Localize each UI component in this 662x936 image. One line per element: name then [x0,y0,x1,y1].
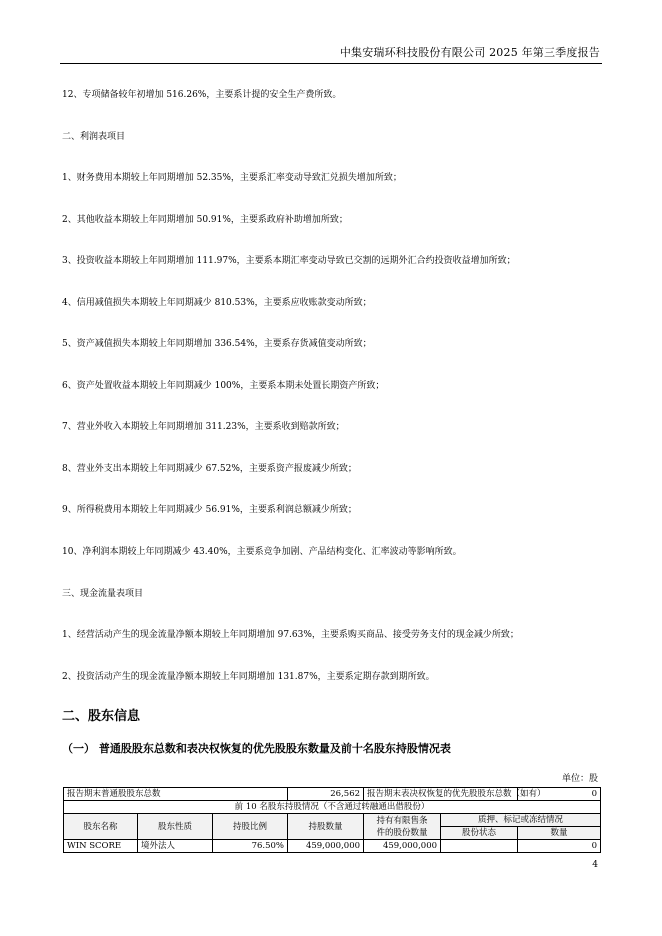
paragraph: 12、专项储备较年初增加 516.26%，主要系计提的安全生产费所致。 [62,90,342,100]
col-header-count: 数量 [518,827,601,840]
shareholders-table [63,787,601,853]
holder-nature: 境外法人 [138,840,213,853]
paragraph: 2、其他收益本期较上年同期增加 50.91%，主要系政府补助增加所致； [62,215,348,225]
holder-count: 0 [518,840,601,853]
col-header-name: 股东名称 [64,814,138,840]
preferred-holders-label: 报告期末表决权恢复的优先股股东总数（如有） [364,788,518,801]
section-title: 二、股东信息 [62,709,141,724]
holder-ratio: 76.50% [213,840,288,853]
col-header-status: 股份状态 [441,827,518,840]
paragraph: 1、财务费用本期较上年同期增加 52.35%，主要系汇率变动导致汇兑损失增加所致； [62,173,402,183]
subsection-heading: 三、现金流量表项目 [62,589,144,599]
subsection-heading: 二、利润表项目 [62,132,126,142]
holder-status [441,840,518,853]
preferred-holders-value: 0 [518,788,601,801]
paragraph: 3、投资收益本期较上年同期增加 111.97%，主要系本期汇率变动导致已交割的远期外汇合约投资收益增加所致； [62,256,516,266]
col-header-nature: 股东性质 [138,814,213,840]
paragraph: 2、投资活动产生的现金流量净额本期较上年同期增加 131.87%，主要系定期存款到期所致。 [62,672,435,682]
header-divider [60,63,602,64]
col-header-ratio: 持股比例 [213,814,288,840]
page-number: 4 [592,860,598,870]
holder-restricted: 459,000,000 [364,840,441,853]
paragraph: 10、净利润本期较上年同期减少 43.40%，主要系竞争加剧、产品结构变化、汇率波动等影响所致。 [62,547,462,557]
paragraph: 6、资产处置收益本期较上年同期减少 100%，主要系本期未处置长期资产所致； [62,381,385,391]
col-header-restricted [364,814,441,840]
table-row [64,840,601,853]
unit-label: 单位：股 [561,774,598,784]
col-header-restricted-line2: 件的股份数量 [376,827,428,838]
table-title: （一） 普通股股东总数和表决权恢复的优先股股东数量及前十名股东持股情况表 [62,742,451,755]
paragraph: 1、经营活动产生的现金流量净额本期较上年同期增加 97.63%，主要系购买商品、接受劳务支付的现金减少所致； [62,630,519,640]
holder-quantity: 459,000,000 [288,840,364,853]
table-header-row [64,814,601,827]
holder-name: WIN SCORE [64,840,138,853]
summary-row [64,788,601,801]
total-holders-label: 报告期末普通股股东总数 [64,788,288,801]
col-header-restricted-line1: 持有有限售条 [376,815,428,826]
paragraph: 7、营业外收入本期较上年同期增加 311.23%，主要系收到赔款所致； [62,422,345,432]
total-holders-value: 26,562 [288,788,364,801]
report-header-title: 中集安瑞环科技股份有限公司 2025 年第三季度报告 [339,46,600,59]
col-header-quantity: 持股数量 [288,814,364,840]
paragraph: 5、资产减值损失本期较上年同期增加 336.54%，主要系存货减值变动所致； [62,339,372,349]
paragraph: 8、营业外支出本期较上年同期减少 67.52%，主要系资产报废减少所致； [62,464,357,474]
paragraph: 9、所得税费用本期较上年同期减少 56.91%，主要系利润总额减少所致； [62,505,357,515]
top10-title: 前 10 名股东持股情况（不含通过转融通出借股份） [64,801,601,814]
col-header-pledge: 质押、标记或冻结情况 [441,814,601,827]
paragraph: 4、信用减值损失本期较上年同期减少 810.53%，主要系应收账款变动所致； [62,298,372,308]
